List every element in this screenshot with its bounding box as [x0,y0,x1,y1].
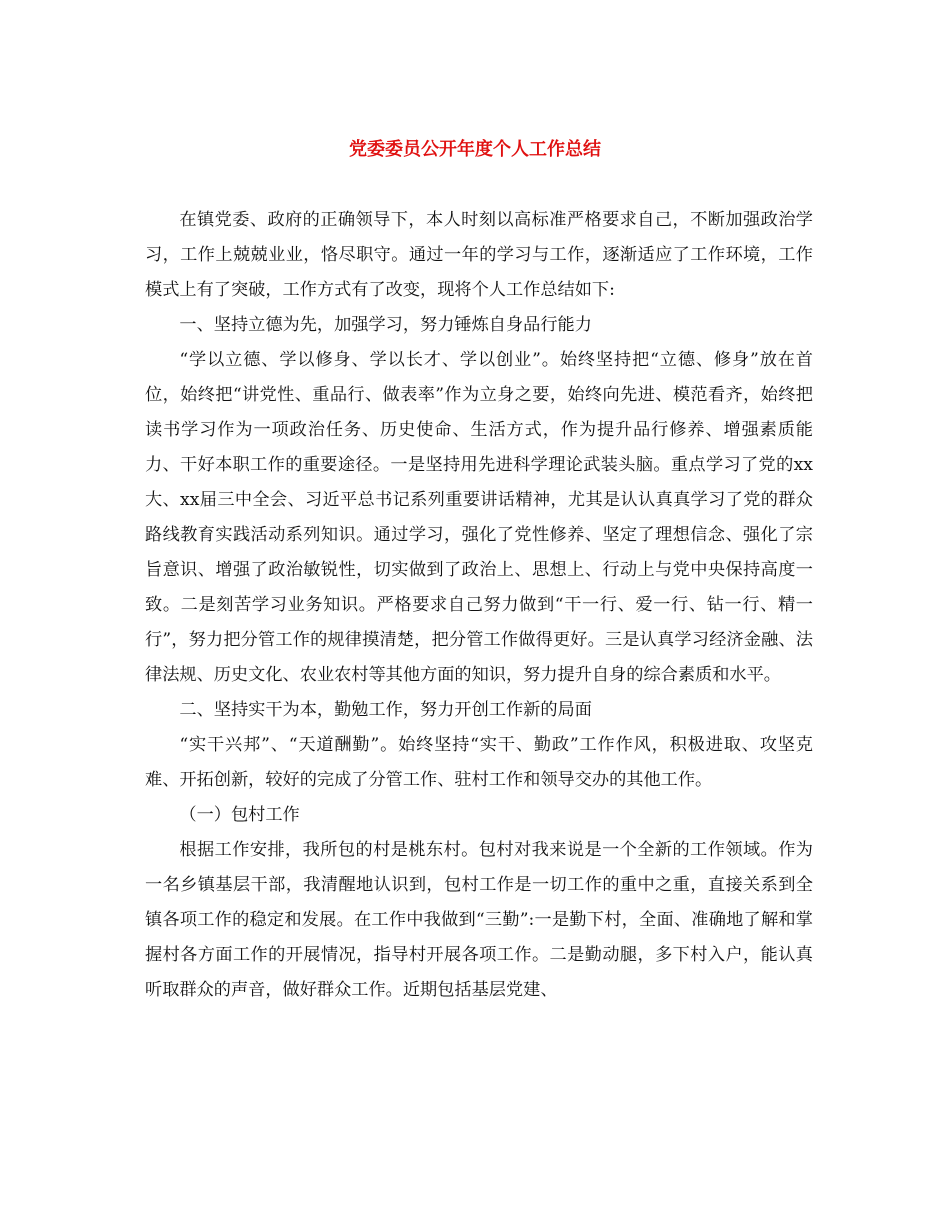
section-heading-2: 二、坚持实干为本，勤勉工作，努力开创工作新的局面 [179,700,592,720]
paragraph-study: “学以立德、学以修身、学以长才、学以创业”。始终坚持把“立德、修身”放在首位，始终把“讲党性、重品行、做表率”作为立身之要，始终向先进、模范看齐，始终把读书学习作为一项政治任务、历史使命、生活方式，作为提升品行修养、增强素质能力、干好本职工作的重要途径。一是坚持用先进科学理论武装头脑。重点学习了党的xx大、xx届三中全会、习近平总书记系列重要讲话精神，尤其是认认真真学习了党的群众路线教育实践活动系列知识。通过学习，强化了党性修养、坚定了理想信念、强化了宗旨意识、增强了政治敏锐性，切实做到了政治上、思想上、行动上与党中央保持高度一致。二是刻苦学习业务知识。严格要求自己努力做到“干一行、爱一行、钻一行、精一行”，努力把分管工作的规律摸清楚，把分管工作做得更好。三是认真学习经济金融、法律法规、历史文化、农业农村等其他方面的知识，努力提升自身的综合素质和水平。 [145,350,813,685]
paragraph-intro: 在镇党委、政府的正确领导下，本人时刻以高标准严格要求自己，不断加强政治学习，工作上兢兢业业，恪尽职守。通过一年的学习与工作，逐渐适应了工作环境，工作模式上有了突破，工作方式有了改变，现将个人工作总结如下: [145,210,813,300]
paragraph-work: “实干兴邦”、“天道酬勤”。始终坚持“实干、勤政”工作作风，积极进取、攻坚克难、开拓创新，较好的完成了分管工作、驻村工作和领导交办的其他工作。 [145,735,813,790]
section-heading-1: 一、坚持立德为先，加强学习，努力锤炼自身品行能力 [179,315,592,335]
paragraph-village: 根据工作安排，我所包的村是桃东村。包村对我来说是一个全新的工作领域。作为一名乡镇基层干部，我清醒地认识到，包村工作是一切工作的重中之重，直接关系到全镇各项工作的稳定和发展。在工作中我做到“三勤”:一是勤下村，全面、准确地了解和掌握村各方面工作的开展情况，指导村开展各项工作。二是勤动腿，多下村入户，能认真听取群众的声音，做好群众工作。近期包括基层党建、 [145,840,813,1000]
document-title: 党委委员公开年度个人工作总结 [349,139,601,160]
subsection-heading-village: （一）包村工作 [179,805,300,825]
document-body [145,203,813,1008]
